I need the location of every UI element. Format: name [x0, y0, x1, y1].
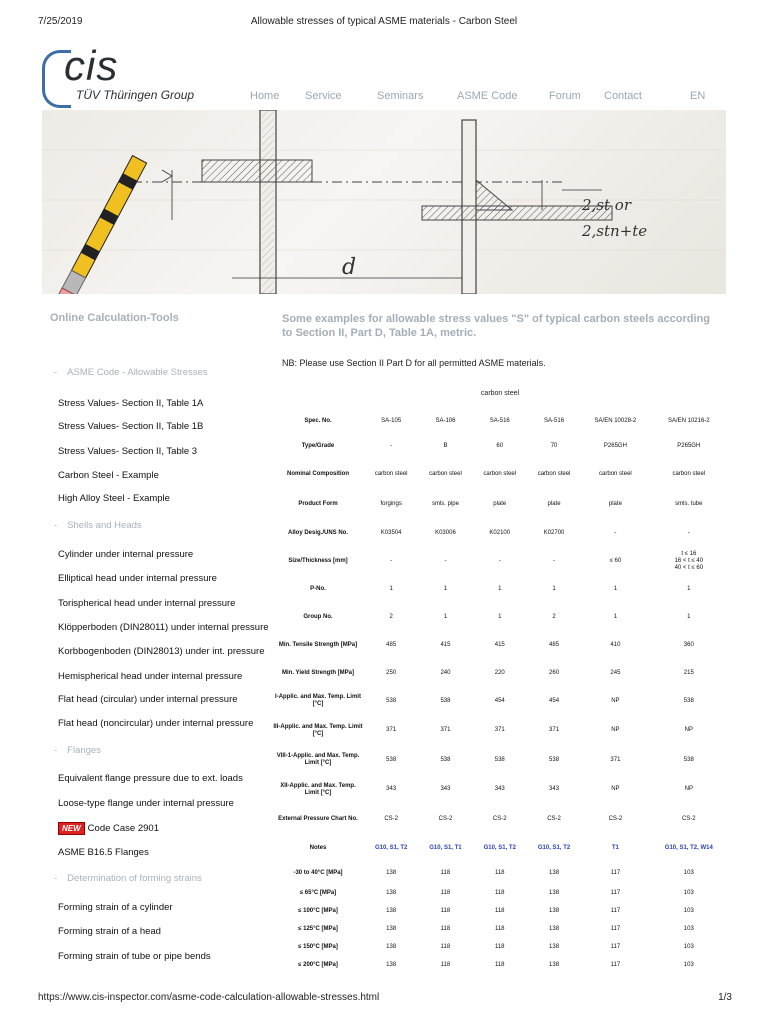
stress-table-cell: CS-2 [438, 816, 453, 822]
stress-table-cell: 371 [494, 727, 505, 733]
stress-table-cell: SA/EN 10028-2 [594, 418, 637, 424]
stress-table-cell: 103 [683, 869, 694, 876]
stress-table-row [272, 804, 728, 835]
stress-table-row-label: Min. Tensile Strength [MPa] [278, 641, 358, 648]
stress-table-cell: 410 [610, 641, 621, 648]
stress-table-cell: 454 [494, 697, 505, 704]
stress-table-cell[interactable]: T1 [611, 845, 619, 851]
stress-table-cell[interactable]: G10, S1, T2 [483, 845, 516, 851]
sidebar-item-table-1b[interactable]: Stress Values- Section II, Table 1B [58, 421, 204, 432]
stress-table-cell: plate [608, 500, 622, 507]
stress-table-row-label: Product Form [298, 500, 338, 507]
stress-table-cell: 1 [498, 613, 502, 620]
stress-table-cell: 245 [610, 669, 621, 676]
stress-table-cell: CS-2 [608, 816, 623, 822]
sidebar-item-high-alloy[interactable]: High Alloy Steel - Example [58, 493, 170, 504]
stress-table-row [272, 920, 728, 938]
stress-table-row [272, 775, 728, 804]
sidebar-item-kloepperboden[interactable]: Klöpperboden (DIN28011) under internal pressure [58, 622, 269, 633]
stress-table-cell: carbon steel [672, 471, 706, 477]
pencil-icon [55, 156, 147, 294]
stress-table-cell: 117 [610, 925, 621, 932]
stress-table-cell: 454 [549, 697, 560, 704]
stress-table [272, 409, 728, 974]
stress-table-cell: 538 [440, 697, 451, 704]
stress-table-cell: 240 [440, 669, 451, 676]
sidebar-item-b16-5[interactable]: ASME B16.5 Flanges [58, 847, 149, 858]
stress-table-cell: carbon steel [537, 471, 571, 477]
stress-table-cell: P265GH [677, 443, 701, 449]
stress-table-cell: 1 [552, 586, 556, 592]
nav-service[interactable]: Service [305, 90, 342, 102]
stress-table-cell: 371 [386, 727, 397, 733]
nav-language[interactable]: EN [690, 90, 706, 102]
stress-table-cell: 1 [687, 613, 691, 620]
stress-table-cell: 1 [687, 586, 691, 592]
stress-table-cell: 118 [440, 943, 451, 950]
stress-table-row [272, 686, 728, 716]
hero-sketch-text-1: 2,st or [582, 196, 632, 214]
logo-group: TÜV Thüringen Group [76, 88, 195, 102]
stress-table-cell: 138 [549, 961, 560, 968]
print-page-number: 1/3 [718, 992, 732, 1003]
stress-table-cell: 103 [683, 907, 694, 914]
stress-table-row [272, 630, 728, 660]
hero-image [42, 110, 726, 294]
hero-sketch [42, 110, 726, 294]
stress-table-cell: 118 [494, 925, 505, 932]
stress-table-cell: ≤ 60 [609, 558, 622, 564]
stress-table-cell: SA-516 [489, 418, 510, 424]
stress-table-cell: 538 [683, 697, 694, 704]
stress-table-cell: carbon steel [599, 471, 632, 477]
stress-table-cell: B [443, 443, 448, 449]
stress-table-cell: 118 [440, 889, 451, 896]
stress-table-cell: K03504 [380, 529, 402, 536]
stress-table-cell: 118 [440, 907, 451, 914]
stress-table-cell: 118 [440, 925, 451, 932]
sidebar-section-allowable-stresses[interactable]: - ASME Code - Allowable Stresses [54, 367, 208, 378]
sidebar-item-korbbogenboden[interactable]: Korbbogenboden (DIN28013) under int. pressure [58, 646, 265, 657]
sidebar-item-carbon-steel[interactable]: Carbon Steel - Example [58, 470, 159, 481]
stress-table-cell: 117 [610, 889, 621, 896]
sidebar-section-flanges[interactable]: - Flanges [54, 745, 101, 756]
stress-table-row [272, 862, 728, 884]
stress-table-row [272, 835, 728, 862]
stress-table-cell: SA-516 [544, 418, 565, 424]
sidebar-item-code-case-2901[interactable]: NEW Code Case 2901 [58, 822, 159, 835]
stress-table-cell: K02700 [543, 529, 565, 536]
stress-table-row-label: Size/Thickness [mm] [288, 558, 348, 564]
stress-table-cell: plate [493, 500, 507, 507]
stress-table-cell: 371 [610, 756, 621, 763]
stress-table-row-label: Group No. [303, 613, 333, 620]
stress-table-cell: 60 [496, 443, 504, 449]
nav-asme-code[interactable]: ASME Code [457, 90, 518, 102]
stress-table-cell: 138 [386, 869, 397, 876]
hero-sketch-text-2: 2,stn+te [582, 222, 648, 240]
stress-table-cell: t ≤ 16 16 < t ≤ 40 40 < t ≤ 60 [674, 551, 704, 571]
stress-table-cell: carbon steel [483, 471, 517, 477]
stress-table-cell: 117 [610, 907, 621, 914]
stress-table-row-label: Spec. No. [304, 418, 332, 424]
stress-table-row-label: Alloy Desig./UNS No. [287, 529, 348, 536]
stress-table-cell: 103 [683, 943, 694, 950]
stress-table-cell: K03006 [435, 529, 456, 536]
stress-table-cell: 538 [386, 756, 397, 763]
stress-table-cell: 118 [440, 961, 451, 968]
stress-table-cell: - [390, 443, 393, 449]
stress-table-cell: 485 [386, 641, 397, 648]
print-title: Allowable stresses of typical ASME materials - Carbon Steel [250, 16, 518, 27]
stress-table-cell: 360 [683, 641, 694, 648]
stress-table-row-label: VIII-1-Applic. and Max. Temp. Limit [°C] [276, 753, 360, 766]
sidebar-title: Online Calculation-Tools [50, 312, 179, 324]
stress-table-cell: 485 [549, 641, 560, 648]
nav-forum[interactable]: Forum [549, 90, 581, 102]
stress-table-cell: 118 [494, 943, 505, 950]
stress-table-row-label: P-No. [310, 586, 326, 592]
stress-table-cell: 118 [440, 869, 451, 876]
stress-table-cell: 538 [683, 756, 694, 763]
stress-table-cell: 118 [494, 869, 505, 876]
nav-home[interactable]: Home [250, 90, 280, 102]
stress-table-cell: 118 [494, 961, 505, 968]
stress-table-cell: SA/EN 10216-2 [667, 418, 710, 424]
stress-table-cell: 538 [440, 756, 451, 763]
stress-table-row [272, 745, 728, 775]
sidebar-item-flat-circular[interactable]: Flat head (circular) under internal pressure [58, 694, 238, 705]
stress-table-row [272, 716, 728, 745]
stress-table-cell: 215 [683, 669, 694, 676]
stress-table-cell: K02100 [489, 529, 511, 536]
stress-table-row [272, 884, 728, 902]
stress-table-cell: 103 [683, 961, 694, 968]
stress-table-cell: CS-2 [492, 816, 507, 822]
stress-table-row [272, 604, 728, 630]
stress-table-row-label: I-Applic. and Max. Temp. Limit [°C] [275, 694, 361, 707]
stress-table-cell: 343 [386, 786, 397, 792]
sidebar-item-equivalent-flange[interactable]: Equivalent flange pressure due to ext. loads [58, 773, 243, 784]
stress-table-row-label: XII-Applic. and Max. Temp. Limit [°C] [280, 782, 356, 796]
sidebar-item-hemispherical[interactable]: Hemispherical head under internal pressure [58, 671, 243, 682]
stress-table-cell: SA-106 [435, 418, 456, 424]
stress-table-cell: - [498, 558, 501, 564]
stress-table-row [272, 575, 728, 604]
stress-table-cell: 1 [389, 586, 393, 592]
new-badge: NEW [58, 822, 85, 835]
stress-table-row-label: Min. Yield Strength [MPa] [281, 669, 354, 676]
stress-table-row [272, 548, 728, 575]
logo-brand: cis [64, 42, 119, 89]
sidebar-item-flat-noncircular[interactable]: Flat head (noncircular) under internal pressure [58, 718, 254, 729]
nav-seminars[interactable]: Seminars [377, 90, 424, 102]
stress-table-row-label: External Pressure Chart No. [278, 816, 358, 822]
stress-table-cell: plate [547, 500, 561, 507]
stress-table-cell: NP [611, 697, 620, 704]
sidebar-item-table-1a[interactable]: Stress Values- Section II, Table 1A [58, 398, 204, 409]
stress-table-cell: 103 [683, 889, 694, 896]
sidebar-item-cylinder[interactable]: Cylinder under internal pressure [58, 549, 194, 560]
sidebar-section-forming-strains[interactable]: - Determination of forming strains [54, 873, 202, 884]
stress-table-cell: 371 [440, 727, 451, 733]
nav-contact[interactable]: Contact [604, 90, 642, 102]
stress-table-row-label: III-Applic. and Max. Temp. Limit [°C] [273, 723, 363, 737]
stress-table-row [272, 956, 728, 974]
stress-table-row-label: ≤ 65°C [MPa] [299, 889, 337, 896]
stress-table-cell: - [553, 558, 556, 564]
stress-table-cell[interactable]: G10, S1, T1 [429, 845, 462, 851]
stress-table-cell[interactable]: G10, S1, T2 [374, 845, 408, 851]
stress-table-row [272, 434, 728, 459]
hero-label-d: d [342, 255, 357, 280]
stress-table-cell: 103 [683, 925, 694, 932]
stress-table-cell: 138 [386, 925, 397, 932]
stress-table-cell: 1 [498, 586, 502, 592]
stress-table-row [272, 459, 728, 490]
stress-table-cell: 138 [386, 961, 397, 968]
stress-table-cell: 138 [549, 943, 560, 950]
stress-table-row-label: Type/Grade [301, 443, 335, 449]
stress-table-cell: - [390, 558, 393, 564]
stress-table-cell: 538 [549, 756, 560, 763]
sidebar-item-forming-cylinder[interactable]: Forming strain of a cylinder [58, 902, 173, 913]
stress-table-cell: smls. pipe [431, 500, 459, 507]
stress-table-cell: CS-2 [384, 816, 398, 822]
stress-table-cell: 138 [386, 943, 397, 950]
sidebar-item-elliptical[interactable]: Elliptical head under internal pressure [58, 573, 217, 584]
sidebar-item-forming-tube[interactable]: Forming strain of tube or pipe bends [58, 951, 211, 962]
stress-table-cell: 138 [549, 907, 560, 914]
stress-table-caption: carbon steel [480, 390, 520, 397]
stress-table-cell: SA-105 [381, 418, 402, 424]
sidebar-section-shells-heads[interactable]: - Shells and Heads [54, 520, 142, 531]
stress-table-cell: NP [684, 786, 693, 792]
page-title: Some examples for allowable stress values "S" of typical carbon steels according to Section II, Part D, Table 1A, metric. [282, 313, 710, 339]
stress-table-cell: 118 [494, 907, 505, 914]
stress-table-cell: 2 [389, 613, 393, 620]
stress-table-cell: 371 [549, 727, 560, 733]
stress-table-row [272, 518, 728, 548]
stress-table-cell: 138 [386, 907, 397, 914]
print-date: 7/25/2019 [38, 16, 83, 27]
stress-table-row [272, 490, 728, 518]
stress-table-cell: 118 [494, 889, 505, 896]
stress-table-cell: 70 [550, 443, 558, 449]
stress-table-cell: - [614, 529, 617, 536]
stress-table-cell: 117 [610, 943, 621, 950]
stress-table-row [272, 409, 728, 434]
stress-table-cell: 1 [443, 586, 448, 592]
stress-table-cell: 250 [386, 669, 397, 676]
stress-table-cell: 538 [494, 756, 505, 763]
sidebar-item-loose-flange[interactable]: Loose-type flange under internal pressure [58, 798, 234, 809]
stress-table-cell: 138 [549, 925, 560, 932]
stress-table-cell: P265GH [603, 443, 627, 449]
stress-table-row-label: ≤ 100°C [MPa] [298, 907, 338, 914]
stress-table-cell: 343 [494, 786, 505, 792]
stress-table-cell: 343 [549, 786, 560, 792]
stress-table-cell: 415 [494, 641, 505, 648]
stress-table-cell: 117 [610, 869, 621, 876]
stress-table-cell: 1 [443, 613, 448, 620]
stress-table-cell: NP [684, 727, 693, 733]
stress-table-cell: CS-2 [681, 816, 696, 822]
sidebar-item-forming-head[interactable]: Forming strain of a head [58, 926, 161, 937]
stress-table-cell: 538 [386, 697, 397, 704]
stress-table-cell: 260 [549, 669, 560, 676]
stress-table-row [272, 902, 728, 920]
stress-table-cell: CS-2 [547, 816, 561, 822]
stress-table-cell: forgings [380, 500, 402, 507]
stress-table-cell: 2 [552, 613, 556, 620]
stress-table-row [272, 660, 728, 686]
stress-table-row-label: ≤ 125°C [MPa] [298, 925, 338, 932]
stress-table-cell: 117 [610, 961, 621, 968]
stress-table-cell: 1 [613, 613, 618, 620]
stress-table-cell: carbon steel [374, 471, 408, 477]
stress-table-row-label: ≤ 150°C [MPa] [298, 943, 338, 950]
stress-table-cell: NP [611, 786, 620, 792]
stress-table-cell: - [687, 529, 690, 536]
stress-table-cell: 415 [440, 641, 451, 648]
stress-table-row [272, 938, 728, 956]
stress-table-row-label: Notes [309, 845, 327, 851]
stress-table-cell: 343 [440, 786, 451, 792]
stress-table-row-label: ≤ 200°C [MPa] [298, 961, 338, 968]
page-note: NB: Please use Section II Part D for all permitted ASME materials. [282, 358, 546, 368]
stress-table-cell: 138 [386, 889, 397, 896]
stress-table-cell: smls. tube [675, 500, 703, 507]
sidebar-item-torispherical[interactable]: Torispherical head under internal pressure [58, 598, 236, 609]
cis-logo[interactable] [42, 42, 202, 108]
sidebar-item-table-3[interactable]: Stress Values- Section II, Table 3 [58, 446, 198, 457]
stress-table-cell: 1 [613, 586, 618, 592]
stress-table-row-label: -30 to 40°C [MPa] [293, 869, 343, 876]
print-url: https://www.cis-inspector.com/asme-code-calculation-allowable-stresses.html [38, 992, 380, 1003]
stress-table-cell[interactable]: G10, S1, T2 [537, 845, 571, 851]
stress-table-cell[interactable]: G10, S1, T2, W14 [664, 845, 713, 851]
stress-table-cell: - [444, 558, 447, 564]
stress-table-row-label: Nominal Composition [287, 471, 349, 477]
stress-table-cell: carbon steel [429, 471, 462, 477]
stress-table-cell: NP [611, 727, 620, 733]
stress-table-cell: 138 [549, 889, 560, 896]
stress-table-cell: 220 [494, 669, 505, 676]
stress-table-cell: 138 [549, 869, 560, 876]
